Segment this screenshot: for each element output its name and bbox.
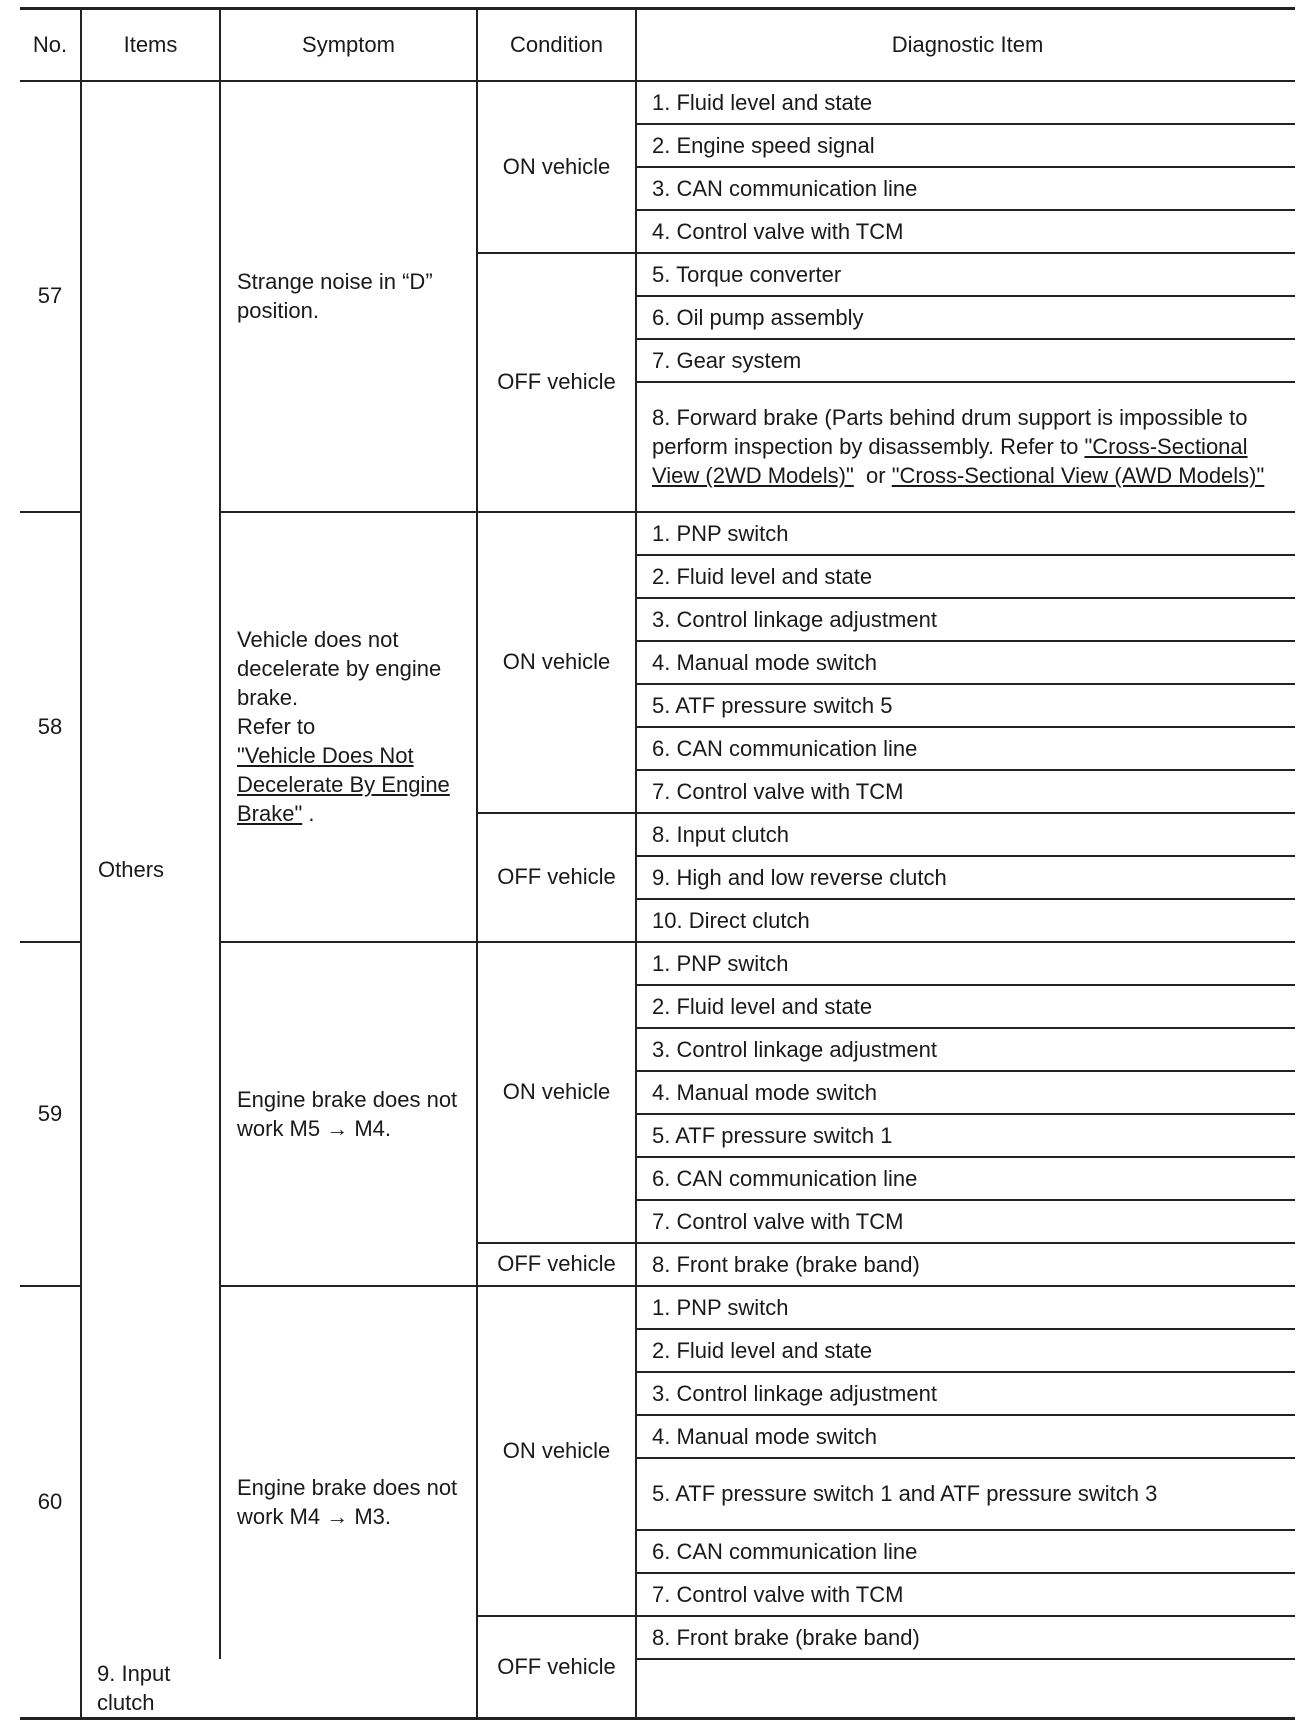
diagnostic-item: 1. PNP switch	[636, 942, 1295, 985]
diagnostic-item: 9. Input clutch	[97, 1660, 171, 1715]
cross-sectional-awd-link[interactable]: "Cross-Sectional View (AWD Models)"	[891, 463, 1265, 488]
row-number: 58	[20, 512, 81, 942]
table-row	[20, 1659, 1295, 1719]
diagnostic-item: 9. High and low reverse clutch	[636, 856, 1295, 899]
diagnostic-item: 4. Control valve with TCM	[636, 210, 1295, 253]
diagnostic-item: 6. CAN communication line	[636, 1157, 1295, 1200]
diagnostic-item: 2. Fluid level and state	[636, 985, 1295, 1028]
diagnostic-item: 3. Control linkage adjustment	[636, 1372, 1295, 1415]
diagnostic-item: 6. Oil pump assembly	[636, 296, 1295, 339]
cross-sectional-2wd-link[interactable]: "Cross-Sectional View (2WD Models)"	[652, 434, 1248, 488]
diagnostic-item: 6. CAN communication line	[636, 727, 1295, 770]
symptom-cell: Strange noise in “D” position.	[220, 81, 477, 512]
header-symptom: Symptom	[220, 9, 477, 81]
diagnostic-item: 4. Manual mode switch	[636, 1415, 1295, 1458]
vehicle-does-not-decelerate-link[interactable]: "Vehicle Does Not Decelerate By Engine Brake"	[237, 743, 450, 826]
condition-on-vehicle: ON vehicle	[477, 512, 636, 813]
diagnostic-item: 7. Control valve with TCM	[636, 1200, 1295, 1243]
row-number: 59	[20, 942, 81, 1286]
diagnostic-table-sheet	[20, 7, 1295, 1720]
diagnostic-item: 2. Fluid level and state	[636, 1329, 1295, 1372]
symptom-cell: Engine brake does not work M4 → M3.	[220, 1286, 477, 1719]
diagnostic-item: 3. CAN communication line	[636, 167, 1295, 210]
diagnostic-item: 10. Direct clutch	[636, 899, 1295, 942]
condition-off-vehicle: OFF vehicle	[477, 253, 636, 512]
condition-on-vehicle: ON vehicle	[477, 942, 636, 1243]
diagnostic-item: 7. Gear system	[636, 339, 1295, 382]
row-number: 60	[20, 1286, 81, 1719]
header-condition: Condition	[477, 9, 636, 81]
condition-on-vehicle: ON vehicle	[477, 1286, 636, 1616]
diagnostic-item: 2. Engine speed signal	[636, 124, 1295, 167]
diagnostic-item: 1. PNP switch	[636, 1286, 1295, 1329]
diagnostic-item: 7. Control valve with TCM	[636, 1573, 1295, 1616]
items-category: Others	[81, 81, 220, 1659]
diagnostic-item: 5. ATF pressure switch 5	[636, 684, 1295, 727]
diagnostic-item: 3. Control linkage adjustment	[636, 598, 1295, 641]
diagnostic-item: 5. Torque converter	[636, 253, 1295, 296]
diagnostic-item: 8. Front brake (brake band)	[636, 1243, 1295, 1286]
diagnostic-table	[20, 7, 1295, 1720]
diagnostic-item: 5. ATF pressure switch 1 and ATF pressure switch 3	[636, 1458, 1295, 1530]
diagnostic-item: 3. Control linkage adjustment	[636, 1028, 1295, 1071]
symptom-cell: Engine brake does not work M5 → M4.	[220, 942, 477, 1286]
diagnostic-item: 4. Manual mode switch	[636, 1071, 1295, 1114]
diagnostic-item-forward-brake	[636, 382, 1295, 512]
condition-off-vehicle: OFF vehicle	[477, 1243, 636, 1286]
diagnostic-item: 1. PNP switch	[636, 512, 1295, 555]
symptom-cell	[220, 512, 477, 942]
diagnostic-item-text: 8. Forward brake (Parts behind drum support is impossible to perform inspection by disassembly. Refer to	[652, 405, 1248, 459]
condition-off-vehicle: OFF vehicle	[477, 813, 636, 942]
header-items: Items	[81, 9, 220, 81]
condition-on-vehicle: ON vehicle	[477, 81, 636, 253]
diagnostic-item: 8. Front brake (brake band)	[636, 1616, 1295, 1659]
symptom-end-text: .	[308, 801, 315, 826]
diagnostic-item: 1. Fluid level and state	[636, 81, 1295, 124]
condition-off-vehicle: OFF vehicle	[477, 1616, 636, 1719]
symptom-refer-text: Refer to	[237, 714, 316, 739]
diagnostic-item: 6. CAN communication line	[636, 1530, 1295, 1573]
header-row	[20, 9, 1295, 81]
diagnostic-item: 8. Input clutch	[636, 813, 1295, 856]
or-text: or	[866, 463, 886, 488]
symptom-text: Vehicle does not decelerate by engine brake.	[237, 627, 442, 710]
row-number: 57	[20, 81, 81, 512]
diagnostic-item: 4. Manual mode switch	[636, 641, 1295, 684]
table-row	[20, 81, 1295, 124]
diagnostic-item: 2. Fluid level and state	[636, 555, 1295, 598]
header-diagnostic-item: Diagnostic Item	[636, 9, 1295, 81]
diagnostic-item: 7. Control valve with TCM	[636, 770, 1295, 813]
header-no: No.	[20, 9, 81, 81]
diagnostic-item: 5. ATF pressure switch 1	[636, 1114, 1295, 1157]
